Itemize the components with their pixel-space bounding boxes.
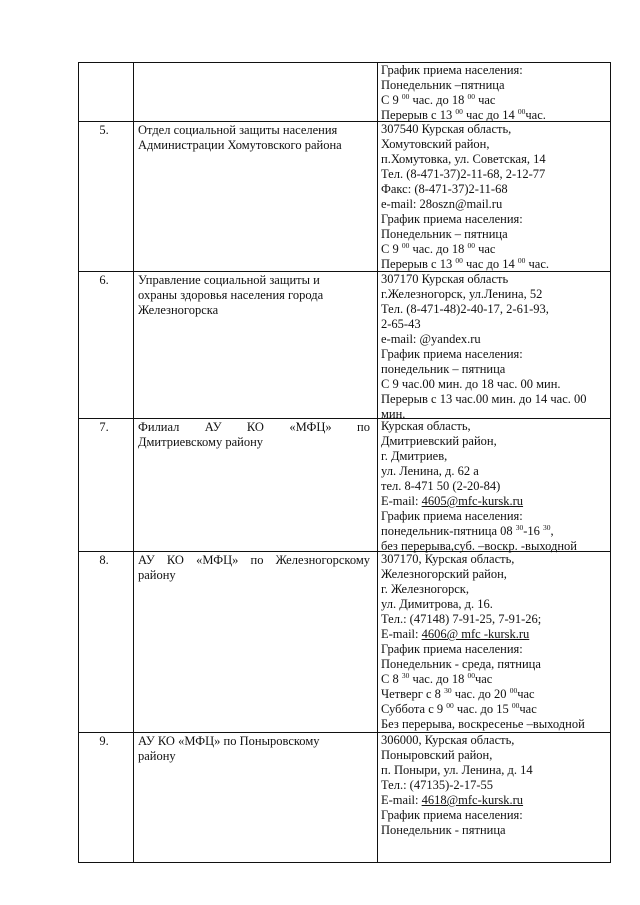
text-segment: Понедельник - среда, пятница bbox=[381, 657, 541, 671]
organization-name-line: Администрации Хомутовского района bbox=[138, 138, 342, 152]
text-segment: час bbox=[474, 93, 496, 107]
contact-line bbox=[381, 93, 607, 108]
text-segment: час. bbox=[525, 257, 549, 271]
text-segment: час. до 15 bbox=[453, 702, 512, 716]
text-segment: График приема населения: bbox=[381, 347, 523, 361]
contact-line bbox=[381, 78, 607, 93]
row-number: 9. bbox=[99, 734, 109, 748]
time-minutes-superscript: 00 bbox=[446, 701, 454, 710]
text-segment: ул. Димитрова, д. 16. bbox=[381, 597, 493, 611]
time-minutes-superscript: 30 bbox=[401, 671, 410, 680]
organization-name-line: Дмитриевскому району bbox=[138, 435, 264, 449]
organization-name-line: Управление социальной защиты и bbox=[138, 273, 320, 287]
text-segment: С 9 bbox=[381, 242, 402, 256]
text-segment: понедельник – пятница bbox=[381, 362, 506, 376]
text-segment: час bbox=[519, 702, 537, 716]
contact-line bbox=[381, 362, 607, 377]
contact-line bbox=[381, 733, 607, 748]
time-minutes-superscript: 00 bbox=[455, 107, 463, 116]
time-minutes-superscript: 00 bbox=[467, 671, 475, 680]
contact-line bbox=[381, 597, 607, 612]
text-segment: Дмитриевский район, bbox=[381, 434, 497, 448]
contact-line bbox=[381, 748, 607, 763]
text-segment: Перерыв с 13 час.00 мин. до 14 час. 00 bbox=[381, 392, 587, 406]
text-segment: E-mail: bbox=[381, 627, 422, 641]
text-segment: Понедельник - пятница bbox=[381, 823, 506, 837]
contact-details bbox=[381, 122, 607, 272]
time-minutes-superscript: 00 bbox=[455, 256, 463, 265]
text-segment: E-mail: bbox=[381, 494, 422, 508]
contact-line bbox=[381, 778, 607, 793]
contact-line bbox=[381, 657, 607, 672]
contact-line bbox=[381, 122, 607, 137]
text-segment: час bbox=[474, 672, 493, 686]
text-segment: час. до 18 bbox=[409, 672, 468, 686]
time-minutes-superscript: 30 bbox=[444, 686, 452, 695]
contact-details bbox=[381, 733, 607, 838]
contact-line bbox=[381, 717, 607, 732]
text-segment: час. до 18 bbox=[409, 242, 468, 256]
row-number: 8. bbox=[99, 553, 109, 567]
contact-line bbox=[381, 197, 607, 212]
text-segment: 307170, Курская область, bbox=[381, 552, 515, 566]
organization-name-line: Железногорска bbox=[138, 303, 219, 317]
text-segment: час. до 20 bbox=[451, 687, 510, 701]
organization-name-line: району bbox=[138, 568, 176, 582]
time-minutes-superscript: 00 bbox=[509, 686, 518, 695]
contact-line bbox=[381, 672, 607, 687]
text-segment: Хомутовский район, bbox=[381, 137, 490, 151]
text-segment: , bbox=[550, 524, 554, 538]
contact-line bbox=[381, 242, 607, 257]
organization-name-line: АУ КО «МФЦ» по Поныровскому bbox=[138, 734, 320, 748]
contact-details bbox=[381, 552, 607, 732]
text-segment: п. Поныри, ул. Ленина, д. 14 bbox=[381, 763, 533, 777]
contact-line bbox=[381, 808, 607, 823]
text-segment: час bbox=[474, 242, 496, 256]
contact-line bbox=[381, 137, 607, 152]
contact-line bbox=[381, 464, 607, 479]
email-link[interactable]: 4618@mfc-kursk.ru bbox=[421, 793, 524, 807]
contact-line bbox=[381, 702, 607, 717]
contact-line bbox=[381, 582, 607, 597]
contact-line bbox=[381, 272, 607, 287]
contact-details bbox=[381, 272, 607, 422]
text-segment: Тел. (8-471-48)2-40-17, 2-61-93, bbox=[381, 302, 549, 316]
contact-line bbox=[381, 152, 607, 167]
contact-line bbox=[381, 567, 607, 582]
table-column-border bbox=[377, 62, 378, 863]
email-link[interactable]: 4606@ mfc -kursk.ru bbox=[421, 627, 530, 641]
text-segment: Курская область, bbox=[381, 419, 471, 433]
contact-details bbox=[381, 419, 607, 554]
contact-line bbox=[381, 287, 607, 302]
text-segment: С 9 bbox=[381, 93, 402, 107]
time-minutes-superscript: 30 bbox=[543, 523, 551, 532]
text-segment: 2-65-43 bbox=[381, 317, 421, 331]
contact-line bbox=[381, 509, 607, 524]
contact-line bbox=[381, 212, 607, 227]
contact-line bbox=[381, 108, 607, 123]
time-minutes-superscript: 00 bbox=[517, 256, 526, 265]
text-segment: Суббота с 9 bbox=[381, 702, 447, 716]
text-segment: 307540 Курская область, bbox=[381, 122, 512, 136]
text-segment: График приема населения: bbox=[381, 509, 523, 523]
organization-name-line: Филиал АУ КО «МФЦ» по bbox=[138, 420, 370, 434]
contact-line bbox=[381, 763, 607, 778]
text-segment: Тел.: (47148) 7-91-25, 7-91-26; bbox=[381, 612, 542, 626]
contact-line bbox=[381, 332, 607, 347]
text-segment: ул. Ленина, д. 62 а bbox=[381, 464, 479, 478]
contact-line bbox=[381, 627, 607, 642]
text-segment: г. Железногорск, bbox=[381, 582, 469, 596]
text-segment: E-mail: bbox=[381, 793, 422, 807]
table-row-border bbox=[78, 862, 611, 863]
contact-line bbox=[381, 257, 607, 272]
contact-line bbox=[381, 347, 607, 362]
row-number: 5. bbox=[99, 123, 109, 137]
contact-line bbox=[381, 434, 607, 449]
text-segment: час. до 18 bbox=[409, 93, 468, 107]
time-minutes-superscript: 00 bbox=[467, 92, 475, 101]
contact-line bbox=[381, 392, 607, 407]
organization-name-line: району bbox=[138, 749, 176, 763]
contact-line bbox=[381, 642, 607, 657]
contact-line bbox=[381, 449, 607, 464]
organization-name-line: Отдел социальной защиты населения bbox=[138, 123, 338, 137]
contact-line bbox=[381, 494, 607, 509]
text-segment: Тел. (8-471-37)2-11-68, 2-12-77 bbox=[381, 167, 546, 181]
text-segment: 306000, Курская область, bbox=[381, 733, 515, 747]
time-minutes-superscript: 00 bbox=[401, 241, 410, 250]
contact-line bbox=[381, 687, 607, 702]
contact-line bbox=[381, 479, 607, 494]
contact-line bbox=[381, 302, 607, 317]
text-segment: График приема населения: bbox=[381, 642, 523, 656]
time-minutes-superscript: 30 bbox=[515, 523, 524, 532]
time-minutes-superscript: 00 bbox=[517, 107, 526, 116]
text-segment: час. bbox=[525, 108, 546, 122]
contact-details bbox=[381, 63, 607, 123]
text-segment: Факс: (8-471-37)2-11-68 bbox=[381, 182, 508, 196]
text-segment: С 8 bbox=[381, 672, 402, 686]
text-segment: Понедельник –пятница bbox=[381, 78, 505, 92]
text-segment: С 9 час.00 мин. до 18 час. 00 мин. bbox=[381, 377, 561, 391]
contact-line bbox=[381, 793, 607, 808]
contact-line bbox=[381, 419, 607, 434]
text-segment: 307170 Курская область bbox=[381, 272, 509, 286]
organization-name-line: АУ КО «МФЦ» по Железногорскому bbox=[138, 553, 370, 567]
text-segment: График приема населения: bbox=[381, 212, 523, 226]
text-segment: тел. 8-471 50 (2-20-84) bbox=[381, 479, 501, 493]
text-segment: п.Хомутовка, ул. Советская, 14 bbox=[381, 152, 546, 166]
text-segment: час bbox=[517, 687, 535, 701]
contact-line bbox=[381, 182, 607, 197]
text-segment: Железногорский район, bbox=[381, 567, 507, 581]
text-segment: e-mail: @yandex.ru bbox=[381, 332, 481, 346]
text-segment: мин. bbox=[381, 407, 406, 421]
text-segment: e-mail: 28oszn@mail.ru bbox=[381, 197, 503, 211]
text-segment: г.Железногорск, ул.Ленина, 52 bbox=[381, 287, 543, 301]
time-minutes-superscript: 00 bbox=[401, 92, 410, 101]
contact-line bbox=[381, 63, 607, 78]
text-segment: Без перерыва, воскресенье –выходной bbox=[381, 717, 585, 731]
time-minutes-superscript: 00 bbox=[467, 241, 475, 250]
time-minutes-superscript: 00 bbox=[511, 701, 520, 710]
contact-line bbox=[381, 552, 607, 567]
text-segment: Понедельник – пятница bbox=[381, 227, 508, 241]
text-segment: г. Дмитриев, bbox=[381, 449, 448, 463]
text-segment: Четверг с 8 bbox=[381, 687, 445, 701]
text-segment: понедельник-пятница 08 bbox=[381, 524, 516, 538]
text-segment: Перерыв с 13 bbox=[381, 257, 456, 271]
contact-line bbox=[381, 317, 607, 332]
text-segment: без перерыва,суб. –воскр. -выходной bbox=[381, 539, 577, 553]
text-segment: График приема населения: bbox=[381, 63, 523, 77]
row-number: 6. bbox=[99, 273, 109, 287]
row-number: 7. bbox=[99, 420, 109, 434]
text-segment: час до 14 bbox=[462, 108, 518, 122]
email-link[interactable]: 4605@mfc-kursk.ru bbox=[421, 494, 524, 508]
contact-line bbox=[381, 227, 607, 242]
text-segment: График приема населения: bbox=[381, 808, 523, 822]
text-segment: час до 14 bbox=[462, 257, 518, 271]
text-segment: Тел.: (47135)-2-17-55 bbox=[381, 778, 493, 792]
contact-line bbox=[381, 377, 607, 392]
contact-line bbox=[381, 524, 607, 539]
contact-line bbox=[381, 823, 607, 838]
contact-line bbox=[381, 167, 607, 182]
text-segment: Перерыв с 13 bbox=[381, 108, 456, 122]
table-column-border bbox=[133, 62, 134, 863]
contact-line bbox=[381, 612, 607, 627]
table-column-border bbox=[610, 62, 611, 863]
text-segment: -16 bbox=[523, 524, 544, 538]
text-segment: Поныровский район, bbox=[381, 748, 493, 762]
organization-name-line: охраны здоровья населения города bbox=[138, 288, 324, 302]
